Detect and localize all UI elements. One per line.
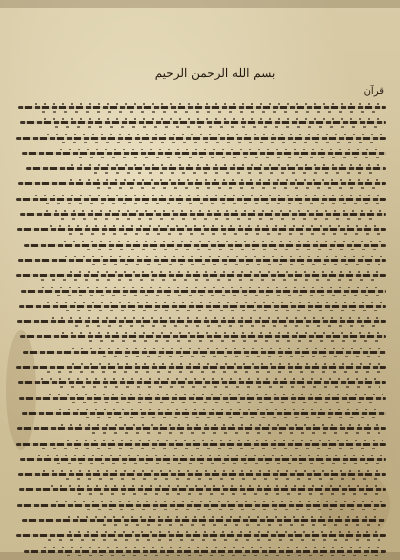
ink-dots xyxy=(72,402,380,404)
ink-stroke xyxy=(18,182,386,185)
handwritten-line xyxy=(14,253,386,268)
ink-stroke xyxy=(16,137,386,140)
ink-dots xyxy=(60,386,380,388)
ink-dots xyxy=(69,233,380,235)
ink-dots xyxy=(92,264,380,266)
ink-stroke xyxy=(18,106,386,109)
ink-stroke xyxy=(26,167,386,170)
ink-dots xyxy=(49,394,383,396)
handwritten-line xyxy=(14,299,386,314)
ink-dots xyxy=(41,279,380,281)
ink-dots xyxy=(75,325,380,327)
ink-dots xyxy=(103,356,380,358)
handwritten-line xyxy=(14,421,386,436)
ink-dots xyxy=(57,463,380,465)
ink-stroke xyxy=(20,335,386,338)
ink-dots xyxy=(48,539,380,541)
ink-dots xyxy=(62,332,383,334)
ink-dots xyxy=(42,448,380,450)
ink-dots xyxy=(89,340,380,342)
ink-dots xyxy=(43,470,383,472)
handwritten-line xyxy=(14,391,386,406)
marginal-note: قرآن xyxy=(363,86,384,97)
handwritten-line xyxy=(14,192,386,207)
ink-stroke xyxy=(17,427,386,430)
ink-stroke xyxy=(16,534,386,537)
handwritten-line xyxy=(14,115,386,130)
ink-stroke xyxy=(22,152,386,155)
ink-dots xyxy=(47,371,380,373)
handwritten-line xyxy=(14,544,386,559)
ink-dots xyxy=(50,225,383,227)
ink-dots xyxy=(44,547,383,549)
ink-dots xyxy=(59,409,383,411)
basmala-heading: بسم الله الرحمن الرحیم xyxy=(154,66,276,80)
ink-dots xyxy=(92,432,380,434)
handwritten-line xyxy=(14,345,386,360)
handwritten-line xyxy=(14,161,386,176)
ink-dots xyxy=(72,348,383,350)
ink-dots xyxy=(55,126,380,128)
ink-dots xyxy=(35,103,383,105)
ink-dots xyxy=(52,317,383,319)
ink-dots xyxy=(60,149,383,151)
ink-stroke xyxy=(20,121,386,124)
ink-dots xyxy=(67,440,383,442)
ink-stroke xyxy=(16,366,386,369)
ink-stroke xyxy=(24,550,386,553)
ink-dots xyxy=(42,287,383,289)
ink-stroke xyxy=(16,443,386,446)
ink-dots xyxy=(70,179,383,181)
ink-stroke xyxy=(17,504,386,507)
handwritten-line xyxy=(14,314,386,329)
handwritten-line xyxy=(14,131,386,146)
handwritten-line xyxy=(14,498,386,513)
ink-dots xyxy=(65,256,383,258)
ink-stroke xyxy=(17,320,386,323)
ink-dots xyxy=(44,118,383,120)
handwritten-line xyxy=(14,528,386,543)
ink-dots xyxy=(56,501,383,503)
ink-dots xyxy=(71,164,383,166)
ink-dots xyxy=(38,455,383,457)
ink-dots xyxy=(47,302,383,304)
ink-stroke xyxy=(17,228,386,231)
ink-dots xyxy=(64,241,383,243)
ink-dots xyxy=(62,142,380,144)
ink-stroke xyxy=(22,412,386,415)
ink-dots xyxy=(35,195,383,197)
ink-dots xyxy=(69,531,383,533)
ink-stroke xyxy=(18,473,386,476)
page-top-edge xyxy=(0,0,400,8)
ink-dots xyxy=(57,295,380,297)
handwritten-line xyxy=(14,482,386,497)
handwritten-line xyxy=(14,452,386,467)
handwritten-line xyxy=(14,437,386,452)
ink-stroke xyxy=(22,519,386,522)
handwritten-line xyxy=(14,222,386,237)
handwritten-line xyxy=(14,268,386,283)
handwritten-line xyxy=(14,467,386,482)
ink-stroke xyxy=(19,305,386,308)
handwritten-line xyxy=(14,513,386,528)
handwritten-line xyxy=(14,375,386,390)
ink-dots xyxy=(42,111,380,113)
handwritten-line xyxy=(14,238,386,253)
handwritten-line xyxy=(14,360,386,375)
ink-stroke xyxy=(20,213,386,216)
ink-dots xyxy=(46,210,383,212)
ink-dots xyxy=(68,516,383,518)
handwritten-line xyxy=(14,207,386,222)
handwritten-line xyxy=(14,329,386,344)
ink-dots xyxy=(61,424,383,426)
ink-stroke xyxy=(19,397,386,400)
ink-dots xyxy=(103,524,380,526)
handwritten-line xyxy=(14,146,386,161)
ink-dots xyxy=(97,187,380,189)
ink-dots xyxy=(78,493,380,495)
ink-stroke xyxy=(23,351,386,354)
handwritten-line xyxy=(14,100,386,115)
ink-dots xyxy=(61,218,380,220)
ink-stroke xyxy=(18,259,386,262)
ink-stroke xyxy=(20,458,386,461)
handwritten-line xyxy=(14,406,386,421)
ink-dots xyxy=(41,378,383,380)
ink-stroke xyxy=(24,244,386,247)
ink-dots xyxy=(87,509,380,511)
ink-dots xyxy=(79,157,380,159)
ink-dots xyxy=(67,555,380,557)
ink-dots xyxy=(66,478,380,480)
handwritten-line xyxy=(14,176,386,191)
ink-stroke xyxy=(16,198,386,201)
ink-dots xyxy=(72,363,383,365)
ink-dots xyxy=(51,485,383,487)
handwritten-text-block xyxy=(14,100,386,559)
ink-stroke xyxy=(21,290,386,293)
ink-dots xyxy=(66,310,380,312)
ink-dots xyxy=(87,249,380,251)
ink-dots xyxy=(94,172,380,174)
ink-dots xyxy=(46,203,380,205)
ink-dots xyxy=(47,134,383,136)
ink-dots xyxy=(70,271,383,273)
ink-dots xyxy=(86,417,380,419)
ink-stroke xyxy=(18,381,386,384)
ink-stroke xyxy=(16,274,386,277)
ink-stroke xyxy=(19,488,386,491)
handwritten-line xyxy=(14,284,386,299)
